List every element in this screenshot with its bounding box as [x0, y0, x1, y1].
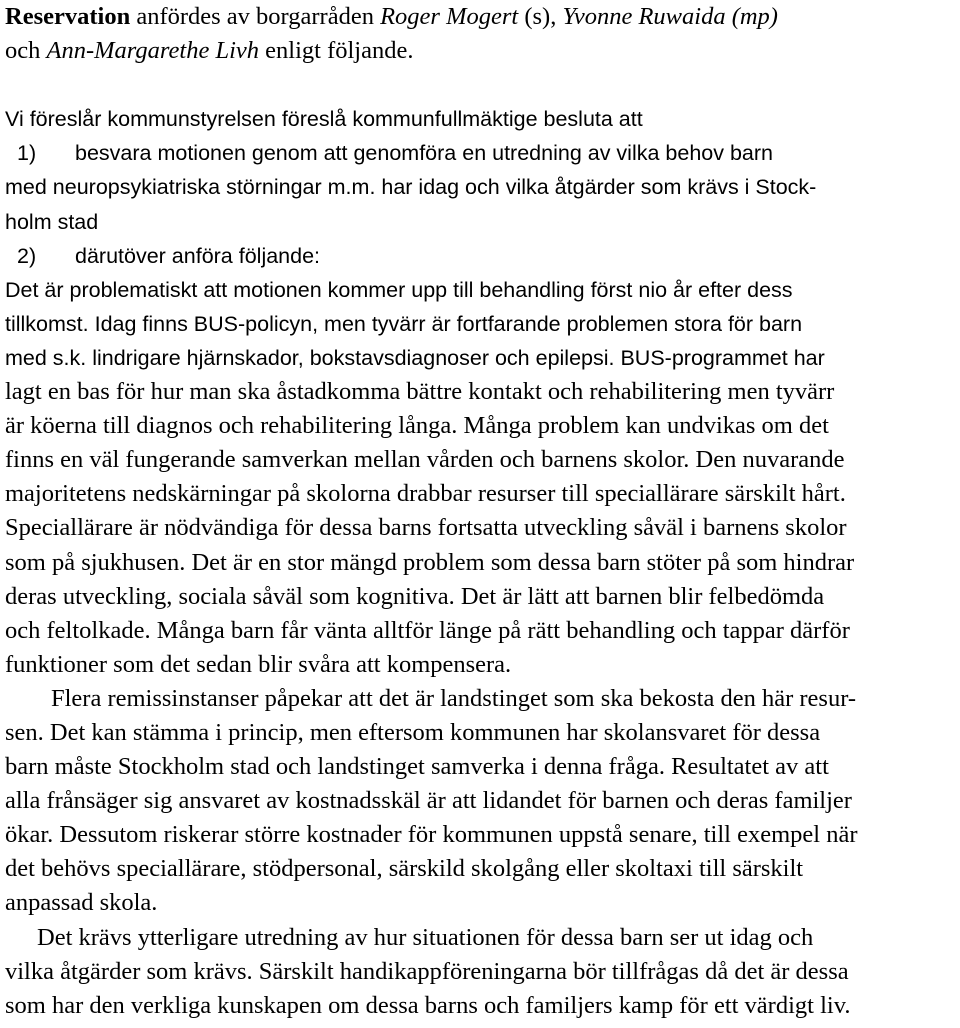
item-number: 1) [17, 141, 37, 166]
proposal-item-1-cont: holm stad [5, 209, 99, 234]
proposal-item-1-cont: med neuropsykiatriska störningar m.m. har idag och vilka åtgärder som krävs i Stock- [5, 175, 817, 200]
body-line: alla frånsäger sig ansvaret av kostnadsskäl är att lidandet för barnen och deras familjer [5, 787, 852, 815]
name-roger-mogert: Roger Mogert [380, 3, 519, 30]
name-ann-margarethe-livh: Ann-Margarethe Livh [46, 37, 260, 65]
body-line: Det är problematiskt att motionen kommer upp till behandling först nio år efter dess [5, 277, 793, 302]
body-line: lagt en bas för hur man ska åstadkomma bättre kontakt och rehabilitering men tyvärr [5, 378, 835, 406]
reservation-lead: Reservation [5, 3, 131, 30]
body-line: Det krävs ytterligare utredning av hur situationen för dessa barn ser ut idag och [37, 923, 814, 951]
body-line: funktioner som det sedan blir svåra att kompensera. [5, 650, 512, 678]
body-line: vilka åtgärder som krävs. Särskilt handikappföreningarna bör tillfrågas då det är dessa [5, 957, 849, 985]
body-line: Speciallärare är nödvändiga för dessa barns fortsatta utveckling såväl i barnens skolor [5, 514, 847, 542]
document-page [5, 0, 955, 1023]
proposal-item-2: 2) därutöver anföra följande: [5, 239, 955, 273]
body-line: deras utveckling, sociala såväl som kognitiva. Det är lätt att barnen blir felbedömda [5, 582, 825, 610]
body-line: tillkomst. Idag finns BUS-policyn, men tyvärr är fortfarande problemen stora för barn [5, 311, 803, 336]
body-line: anpassad skola. [5, 889, 158, 917]
body-line: som på sjukhusen. Det är en stor mängd problem som dessa barn stöter på som hindrar [5, 548, 855, 576]
body-line: Flera remissinstanser påpekar att det är landstinget som ska bekosta den här resur- [51, 684, 857, 712]
intro-line-2: och Ann-Margarethe Livh enligt följande. [5, 37, 414, 65]
spacer [5, 68, 955, 102]
body-line: som har den verkliga kunskapen om dessa barns och familjers kamp för ett värdigt liv. [5, 991, 851, 1019]
name-yvonne-ruwaida: Yvonne Ruwaida (mp) [562, 3, 778, 30]
body-line: finns en väl fungerande samverkan mellan vården och barnens skolor. Den nuvarande [5, 446, 845, 474]
body-line: majoritetens nedskärningar på skolorna drabbar resurser till speciallärare särskilt hårt. [5, 480, 846, 508]
body-line: barn måste Stockholm stad och landstinget samverka i denna fråga. Resultatet av att [5, 753, 829, 781]
intro-line-1: Reservation anfördes av borgarråden Roger Mogert (s), Yvonne Ruwaida (mp) [5, 3, 778, 30]
body-line: med s.k. lindrigare hjärnskador, bokstavsdiagnoser och epilepsi. BUS-programmet har [5, 345, 825, 370]
body-line: det behövs speciallärare, stödpersonal, särskild skolgång eller skoltaxi till särskilt [5, 855, 804, 883]
body-line: ökar. Dessutom riskerar större kostnader för kommunen uppstå senare, till exempel när [5, 821, 858, 849]
proposal-item-1: 1) besvara motionen genom att genomföra en utredning av vilka behov barn [5, 136, 955, 170]
item-number: 2) [17, 243, 37, 268]
body-line: sen. Det kan stämma i princip, men eftersom kommunen har skolansvaret för dessa [5, 718, 821, 746]
body-line: och feltolkade. Många barn får vänta alltför länge på rätt behandling och tappar därför [5, 616, 850, 644]
proposal-heading: Vi föreslår kommunstyrelsen föreslå kommunfullmäktige besluta att [5, 107, 643, 132]
body-line: är köerna till diagnos och rehabilitering långa. Många problem kan undvikas om det [5, 412, 829, 440]
